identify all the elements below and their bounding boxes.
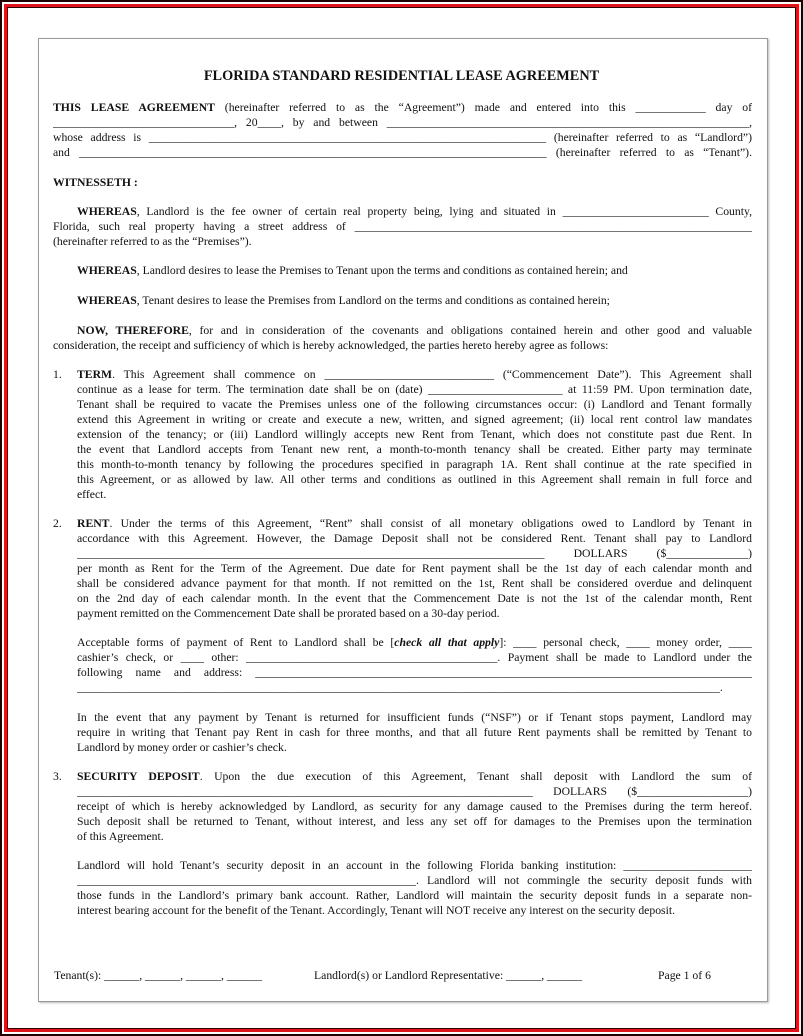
- text-segment: require in writing that Tenant pay Rent in cash for three months, and that all future Rent payments shall be remitted by Tenant to: [77, 726, 752, 739]
- text-line: [53, 115, 752, 130]
- text-line: [53, 130, 752, 145]
- text-line: [77, 710, 752, 725]
- text-line: [77, 606, 752, 621]
- text-segment: . Under the terms of this Agreement, “Rent” shall consist of all monetary obligations owed to Landlord by Tenant in: [109, 517, 752, 530]
- section-number: 3.: [53, 770, 62, 783]
- text-line: [77, 472, 752, 487]
- text-line: [77, 412, 752, 427]
- emphasized-text: THIS LEASE AGREEMENT: [53, 101, 215, 114]
- text-line: [77, 442, 752, 457]
- emphasized-text: WITNESSETH :: [53, 176, 138, 189]
- paragraph-whereas-2: [53, 263, 752, 278]
- text-line: [53, 234, 752, 249]
- text-segment: ]: ____ personal check, ____ money order, ____: [499, 636, 752, 649]
- emphasized-text: TERM: [77, 368, 113, 381]
- text-line: [53, 293, 752, 308]
- text-line: [77, 382, 752, 397]
- text-line: [53, 175, 752, 190]
- text-segment: . This Agreement shall commence on _____________________________ (“Commencement Date”). This Agreement shall: [112, 368, 752, 381]
- text-segment: whose address is ____________________________________________________________________ (hereinafter referred to as “Landlord”): [53, 131, 752, 144]
- text-segment: interest bearing account for the benefit of the Tenant. Accordingly, Tenant will NOT receive any interest on the security deposit.: [77, 904, 676, 917]
- text-segment: this Agreement, or as allowed by law. All other terms and conditions as outlined in this Agreement shall remain in full force and: [77, 473, 752, 486]
- text-line: [77, 858, 752, 873]
- text-line: [77, 427, 752, 442]
- text-segment: per month as Rent for the Term of the Agreement. Due date for Rent payment shall be the 1st day of each calendar month and: [77, 562, 752, 575]
- text-line: [77, 829, 752, 844]
- text-segment: continue as a lease for term. The termination date shall be on (date) _______________________ at 11:59 PM. Upon termination date,: [77, 383, 752, 396]
- text-line: [77, 457, 752, 472]
- text-segment: following name and address: _____________________________________________________________________________________: [77, 666, 752, 679]
- paragraph-bank: [77, 858, 752, 918]
- emphasized-text: WHEREAS: [77, 205, 137, 218]
- text-line: [77, 814, 752, 829]
- emphasized-text: NOW, THEREFORE: [77, 324, 189, 337]
- text-segment: of this Agreement.: [77, 830, 164, 843]
- text-segment: and ________________________________________________________________________________ (hereinafter referred to as “Tenant”).: [53, 146, 752, 159]
- text-segment: ______________________________________________________________________________ DOLLARS ($___________________): [77, 785, 752, 798]
- text-segment: Tenant shall be required to vacate the Premises unless one of the following circumstances occur: (i) Landlord and Tenant formally: [77, 398, 752, 411]
- text-segment: extension of the tenancy; or (iii) Landlord willingly accepts new Rent from Tenant, which does not constitute past due Rent. In: [77, 428, 752, 441]
- emphasized-text: SECURITY DEPOSIT: [77, 770, 200, 783]
- text-line: [77, 576, 752, 591]
- text-line: [77, 740, 752, 755]
- text-segment: cashier’s check, or ____ other: ___________________________________________. Payment shall be made to Landlord under the: [77, 651, 752, 664]
- emphasized-text: WHEREAS: [77, 264, 137, 277]
- text-line: [77, 561, 752, 576]
- text-segment: , Landlord desires to lease the Premises to Tenant upon the terms and conditions as contained herein; and: [136, 264, 628, 277]
- emphasized-text: WHEREAS: [77, 294, 137, 307]
- text-line: [53, 323, 752, 338]
- paragraph-witnesseth: [53, 175, 752, 190]
- text-line: [77, 665, 752, 680]
- text-line: [53, 219, 752, 234]
- text-segment: (hereinafter referred to as the “Agreement”) made and entered into this ____________ day of: [214, 101, 752, 114]
- text-segment: payment remitted on the Commencement Date shall be prorated based on a 30-day period.: [77, 607, 500, 620]
- text-segment: , for and in consideration of the covenants and obligations contained herein and other good and valuable: [188, 324, 752, 337]
- text-line: [77, 367, 752, 382]
- text-segment: Such deposit shall be returned to Tenant, without interest, and less any set off for damages to the Premises upon the termination: [77, 815, 752, 828]
- text-line: [53, 263, 752, 278]
- paragraph-whereas-3: [53, 293, 752, 308]
- text-segment: __________________________________________________________. Landlord will not commingle the security deposit funds with: [77, 874, 752, 887]
- paragraph-whereas-1: [53, 204, 752, 249]
- text-segment: In the event that any payment by Tenant is returned for insufficient funds (“NSF”) or if Tenant stops payment, Landlord may: [77, 711, 752, 724]
- text-segment: on the 2nd day of each calendar month. In the event that the Commencement Date is not the 1st of the calendar month, Rent: [77, 592, 752, 605]
- emphasized-text: RENT: [77, 517, 110, 530]
- text-line: [77, 546, 752, 561]
- paragraph-rent: [77, 516, 752, 621]
- paragraph-now-therefore: [53, 323, 752, 353]
- text-line: [77, 873, 752, 888]
- text-line: [77, 531, 752, 546]
- text-line: [53, 100, 752, 115]
- paragraph-intro: [53, 100, 752, 160]
- text-segment: extend this Agreement in writing or create and execute a new, written, and signed agreement; (ii) local rent control law mandates: [77, 413, 752, 426]
- text-line: [77, 635, 752, 650]
- text-segment: , Landlord is the fee owner of certain real property being, lying and situated in _________________________ County,: [136, 205, 752, 218]
- text-segment: ________________________________________________________________________________ DOLLARS ($______________): [77, 547, 752, 560]
- text-line: [77, 516, 752, 531]
- text-line: [77, 487, 752, 502]
- text-line: [77, 903, 752, 918]
- text-segment: effect.: [77, 488, 107, 501]
- footer-landlord-initials: Landlord(s) or Landlord Representative: ______, ______: [314, 969, 583, 982]
- text-line: [77, 725, 752, 740]
- section-number: 1.: [53, 368, 62, 381]
- text-segment: receipt of which is hereby acknowledged by Landlord, as security for any damage caused to the Premises during the term hereof.: [77, 800, 752, 813]
- text-segment: ______________________________________________________________________________________________________________.: [77, 681, 723, 694]
- text-line: [53, 145, 752, 160]
- text-segment: Landlord will hold Tenant’s security deposit in an account in the following Florida banking institution: ______________________: [77, 859, 752, 872]
- text-segment: (hereinafter referred to as the “Premises”).: [53, 235, 252, 248]
- text-segment: , Tenant desires to lease the Premises from Landlord on the terms and conditions as contained herein;: [136, 294, 610, 307]
- text-segment: the event that Landlord accepts from Tenant new rent, a month-to-month tenancy shall be created. Either party may terminate: [77, 443, 752, 456]
- text-line: [53, 204, 752, 219]
- paragraph-security-deposit: [77, 769, 752, 844]
- paragraph-nsf: [77, 710, 752, 755]
- paragraph-term: [77, 367, 752, 502]
- text-line: [77, 888, 752, 903]
- text-segment: Florida, such real property having a street address of ____________________________________________________________________: [53, 220, 752, 233]
- text-segment: this month-to-month tenancy by following the procedures specified in paragraph 1A. Rent shall continue at the rate specified in: [77, 458, 752, 471]
- text-line: [77, 650, 752, 665]
- paragraph-payment-forms: [77, 635, 752, 695]
- text-segment: . Upon the due execution of this Agreement, Tenant shall deposit with Landlord the sum of: [199, 770, 752, 783]
- emphasized-text: check all that apply: [394, 636, 500, 649]
- text-line: [77, 799, 752, 814]
- text-segment: those funds in the Landlord’s primary bank account. Rather, Landlord will maintain the security deposit funds in a separate non-: [77, 889, 752, 902]
- text-segment: consideration, the receipt and sufficiency of which is hereby acknowledged, the parties hereto hereby agree as follows:: [53, 339, 609, 352]
- text-segment: _______________________________, 20____, by and between ______________________________________________________________,: [53, 116, 752, 129]
- text-line: [77, 397, 752, 412]
- text-segment: shall be considered advance payment for that month. If not remitted on the 1st, Rent shall be considered overdue and delinquent: [77, 577, 752, 590]
- text-line: [53, 338, 752, 353]
- text-line: [77, 784, 752, 799]
- text-segment: Landlord by money order or cashier’s check.: [77, 741, 287, 754]
- footer-page-number: Page 1 of 6: [658, 969, 711, 982]
- text-segment: Acceptable forms of payment of Rent to Landlord shall be [: [77, 636, 395, 649]
- text-line: [77, 680, 752, 695]
- section-number: 2.: [53, 517, 62, 530]
- text-line: [77, 769, 752, 784]
- text-line: [77, 591, 752, 606]
- text-segment: accordance with this Agreement. However, the Damage Deposit shall not be considered Rent. Tenant shall pay to Landlord: [77, 532, 752, 545]
- document-title: FLORIDA STANDARD RESIDENTIAL LEASE AGREEMENT: [203, 68, 600, 84]
- footer-tenant-initials: Tenant(s): ______, ______, ______, ______: [54, 969, 262, 982]
